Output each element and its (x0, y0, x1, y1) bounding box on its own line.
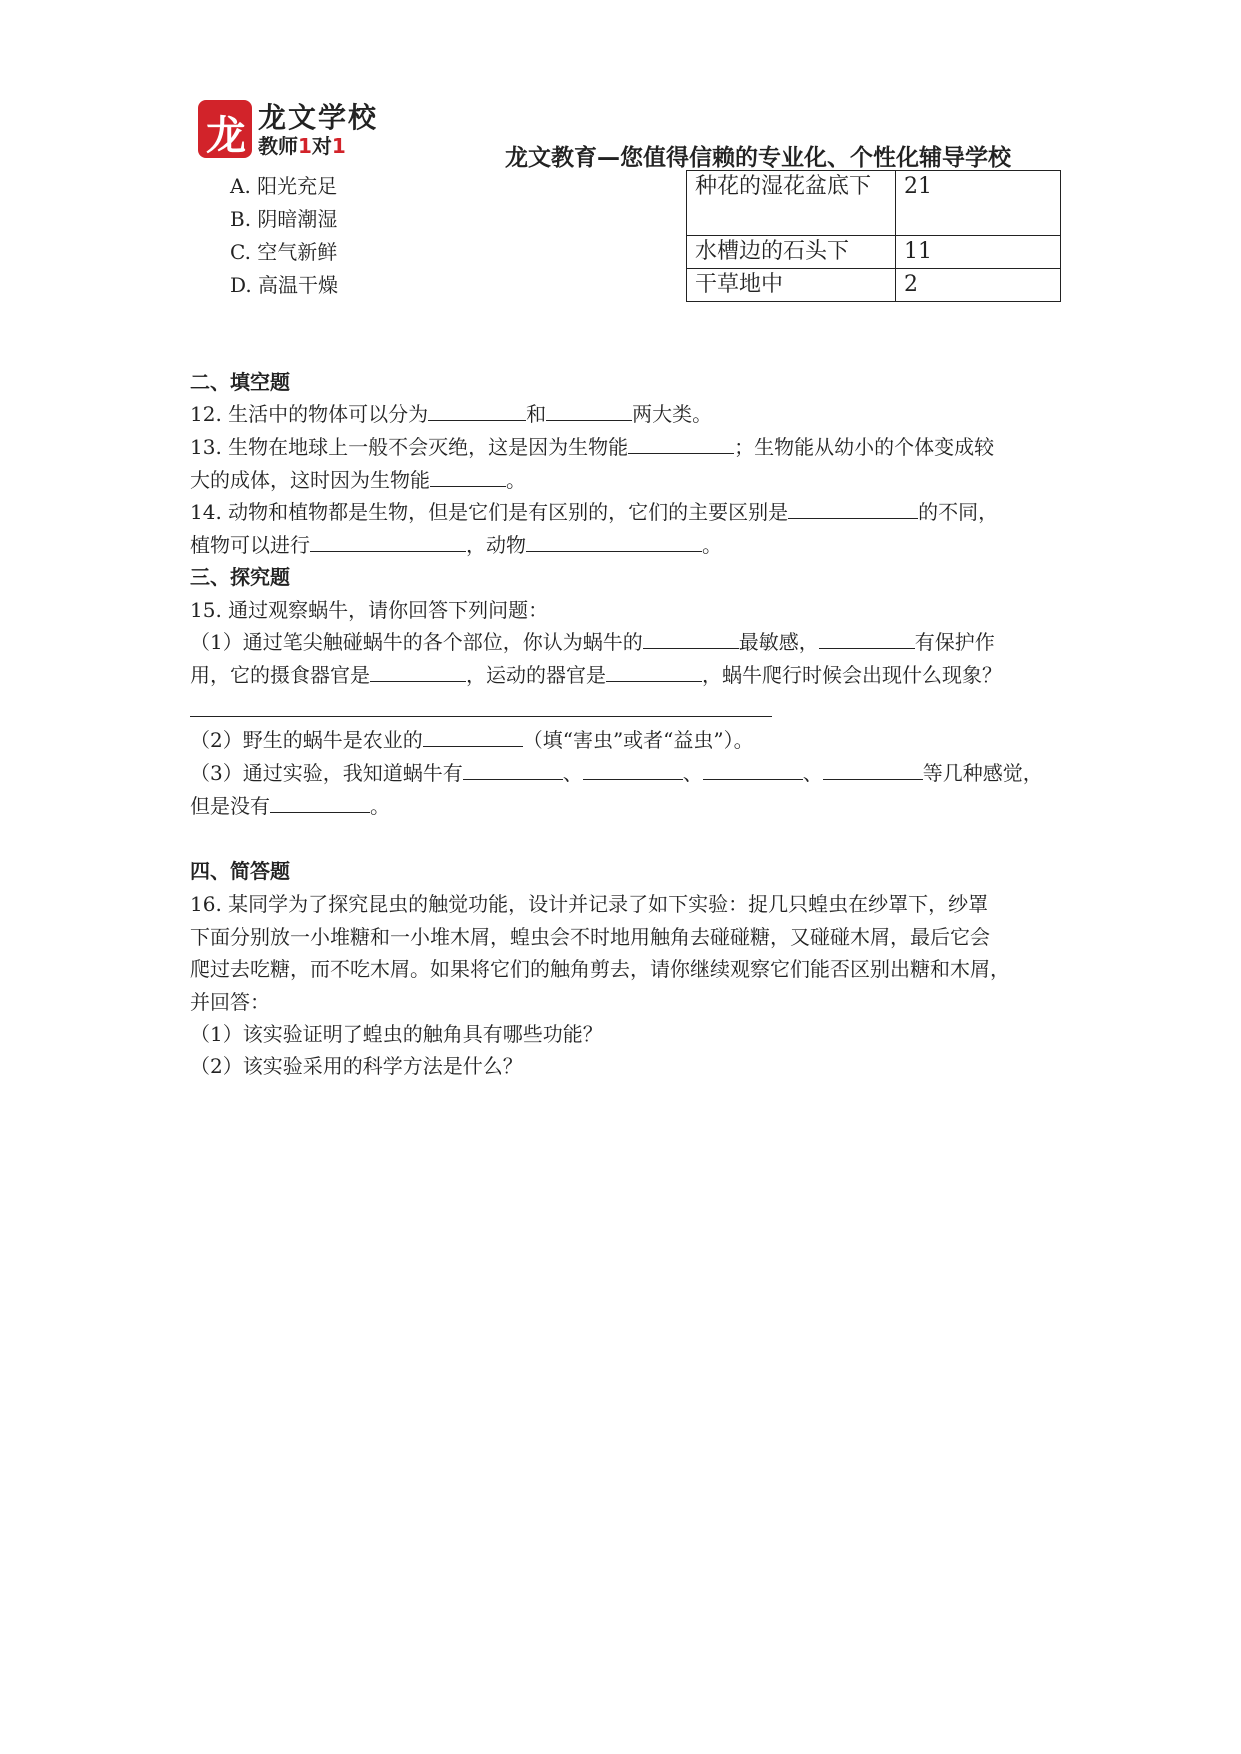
answer-blank[interactable] (526, 529, 702, 552)
answer-blank[interactable] (423, 724, 523, 747)
question-16-line2: 下面分别放一小堆糖和一小堆木屑，蝗虫会不时地用触角去碰碰糖，又碰碰木屑，最后它会 (190, 925, 990, 949)
option-c: C. 空气新鲜 (230, 240, 338, 264)
question-16-line4: 并回答： (190, 990, 270, 1014)
logo-emblem-icon: 龙 (198, 100, 252, 158)
section-short-answer-title: 四、简答题 (190, 859, 290, 883)
question-13-line1: 13. 生物在地球上一般不会灭绝，这是因为生物能 ；生物能从幼小的个体变成较 (190, 431, 994, 463)
answer-blank[interactable] (428, 398, 526, 421)
answer-blank[interactable] (643, 626, 739, 649)
option-d: D. 高温干燥 (230, 273, 339, 297)
question-16-sub1: （1）该实验证明了蝗虫的触角具有哪些功能？ (190, 1022, 603, 1046)
observation-table (686, 170, 1061, 302)
section-fill-blank-title: 二、填空题 (190, 370, 290, 394)
answer-blank[interactable] (310, 529, 466, 552)
table-cell-place: 种花的湿花盆底下 (687, 171, 896, 236)
question-12: 12. 生活中的物体可以分为 和 两大类。 (190, 398, 712, 430)
table-cell-count: 21 (896, 171, 1061, 236)
answer-blank[interactable] (628, 431, 734, 454)
question-14-line2: 植物可以进行 ，动物 。 (190, 529, 722, 561)
logo-subtitle: 教师1对1 (258, 134, 346, 158)
answer-blank[interactable] (463, 757, 563, 780)
question-15-part2: （2）野生的蜗牛是农业的 （填“害虫”或者“益虫”）。 (190, 724, 754, 756)
question-16-line3: 爬过去吃糖，而不吃木屑。如果将它们的触角剪去，请你继续观察它们能否区别出糖和木屑， (190, 957, 1010, 981)
answer-blank[interactable] (606, 659, 702, 682)
question-15-part3-line2: 但是没有 。 (190, 790, 390, 822)
answer-blank[interactable] (583, 757, 683, 780)
answer-blank[interactable] (788, 496, 918, 519)
table-cell-place: 干草地中 (687, 269, 896, 302)
table-row (687, 171, 1061, 236)
school-logo (198, 96, 394, 162)
table-cell-count: 11 (896, 236, 1061, 269)
question-14-line1: 14. 动物和植物都是生物，但是它们是有区别的，它们的主要区别是 的不同， (190, 496, 998, 528)
question-15-part1-line1: （1）通过笔尖触碰蜗牛的各个部位，你认为蜗牛的 最敏感， 有保护作 (190, 626, 995, 658)
question-16-line1: 16. 某同学为了探究昆虫的触觉功能，设计并记录了如下实验：捉几只蝗虫在纱罩下，纱罩 (190, 892, 989, 916)
table-cell-place: 水槽边的石头下 (687, 236, 896, 269)
answer-blank[interactable] (703, 757, 803, 780)
table-row (687, 269, 1061, 302)
option-a: A. 阳光充足 (230, 174, 338, 198)
question-15-part1-line2: 用，它的摄食器官是 ，运动的器官是 ，蜗牛爬行时候会出现什么现象？ (190, 659, 1002, 691)
table-row (687, 236, 1061, 269)
question-16-sub2: （2）该实验采用的科学方法是什么？ (190, 1054, 523, 1078)
option-b: B. 阴暗潮湿 (230, 207, 338, 231)
question-15-part3-line1: （3）通过实验，我知道蜗牛有 、 、 、 等几种感觉， (190, 757, 1043, 789)
answer-blank[interactable] (430, 464, 506, 487)
answer-blank[interactable] (819, 626, 915, 649)
logo-title: 龙文学校 (258, 101, 379, 134)
table-cell-count: 2 (896, 269, 1061, 302)
answer-blank[interactable] (546, 398, 632, 421)
question-13-line2: 大的成体，这时因为生物能 。 (190, 464, 526, 496)
answer-line[interactable] (190, 716, 772, 717)
question-15: 15. 通过观察蜗牛，请你回答下列问题： (190, 598, 549, 622)
answer-blank[interactable] (370, 659, 466, 682)
answer-blank[interactable] (823, 757, 923, 780)
answer-blank[interactable] (270, 790, 370, 813)
section-inquiry-title: 三、探究题 (190, 565, 290, 589)
header-slogan: 龙文教育—您值得信赖的专业化、个性化辅导学校 (505, 145, 1011, 171)
